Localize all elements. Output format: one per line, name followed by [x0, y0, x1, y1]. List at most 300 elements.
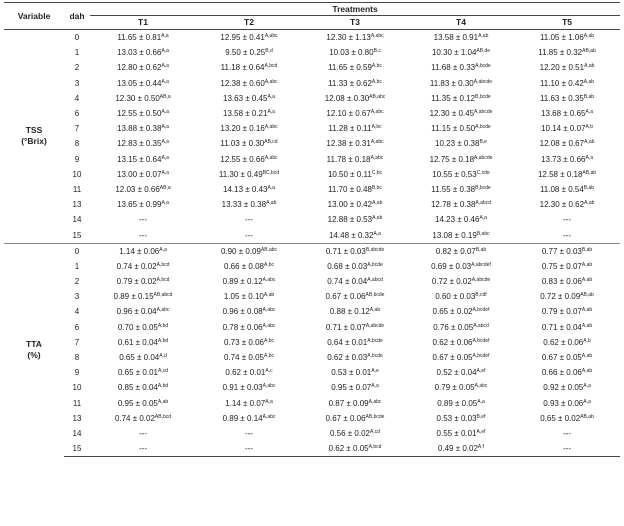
significance-letters: A,abc: [262, 307, 276, 314]
significance-letters: A,a: [373, 230, 381, 237]
mean-sd-value: 10.03 ± 0.80: [329, 48, 374, 58]
significance-letters: A,ab: [266, 200, 277, 207]
value-cell-t4: [408, 106, 514, 121]
value-cell-t2: [196, 212, 302, 227]
value-cell-t2: [196, 60, 302, 75]
mean-sd-value: 12.30 ± 0.45: [429, 109, 475, 119]
table-row: [4, 365, 620, 380]
value-cell-t1: [90, 60, 196, 75]
mean-sd-value: 0.65 ± 0.04: [119, 353, 160, 363]
significance-letters: A,bcde: [367, 337, 383, 344]
significance-letters: A,a: [161, 139, 169, 146]
dah-cell: 0: [64, 243, 90, 259]
mean-sd-value: 0.82 ± 0.07: [435, 246, 476, 256]
value-cell-t5: [514, 45, 620, 60]
significance-letters: A,a: [161, 109, 169, 116]
mean-sd-value: 13.15 ± 0.64: [117, 154, 162, 164]
dah-cell: 0: [64, 30, 90, 46]
table-row: [4, 212, 620, 227]
mean-sd-value: 0.75 ± 0.07: [541, 261, 582, 271]
significance-letters: A,a: [585, 154, 593, 161]
mean-sd-value: 0.71 ± 0.07: [325, 322, 366, 332]
value-cell-t1: [90, 106, 196, 121]
mean-sd-value: 0.67 ± 0.06: [325, 292, 366, 302]
mean-sd-value: 0.96 ± 0.04: [116, 307, 157, 317]
value-cell-t2: [196, 182, 302, 197]
value-cell-t5: [514, 167, 620, 182]
significance-letters: A,ab: [581, 368, 593, 375]
value-cell-t1: [90, 304, 196, 319]
value-cell-t2: [196, 274, 302, 289]
value-cell-t4: [408, 212, 514, 227]
mean-sd-value: 0.73 ± 0.06: [224, 337, 264, 347]
value-cell-t3: [302, 212, 408, 227]
value-cell-t3: [302, 227, 408, 243]
value-cell-t3: [302, 289, 408, 304]
significance-letters: A,abc: [262, 322, 276, 329]
significance-letters: A,abc: [370, 33, 384, 40]
mean-sd-value: 0.96 ± 0.08: [222, 307, 263, 317]
value-cell-t3: [302, 91, 408, 106]
value-cell-t3: [302, 106, 408, 121]
value-cell-t5: [514, 289, 620, 304]
value-cell-t1: [90, 182, 196, 197]
value-cell-t2: [196, 227, 302, 243]
table-row: [4, 380, 620, 395]
mean-sd-value: 0.72 ± 0.09: [540, 292, 581, 302]
value-cell-t1: [90, 350, 196, 365]
mean-sd-value: 13.20 ± 0.16: [220, 124, 265, 134]
mean-sd-value: 10.55 ± 0.53: [432, 169, 477, 179]
significance-letters: A,abcd: [367, 277, 383, 284]
mean-sd-value: 0.66 ± 0.08: [224, 261, 264, 271]
significance-letters: A,bc: [371, 78, 382, 85]
significance-letters: A,a: [479, 215, 487, 222]
mean-sd-value: 0.61 ± 0.04: [117, 337, 158, 347]
mean-sd-value: 12.58 ± 0.18: [537, 169, 583, 179]
value-cell-t3: [302, 365, 408, 380]
mean-sd-value: 0.90 ± 0.09: [220, 246, 261, 256]
value-cell-t1: [90, 121, 196, 136]
significance-letters: A,ef: [476, 368, 486, 375]
value-cell-t4: [408, 30, 514, 46]
significance-letters: A,b: [583, 337, 591, 344]
mean-sd-value: 0.87 ± 0.09: [328, 398, 369, 408]
value-cell-t2: [196, 304, 302, 319]
value-cell-t3: [302, 274, 408, 289]
table-row: [4, 167, 620, 182]
mean-sd-value: 0.62 ± 0.06: [432, 337, 473, 347]
value-cell-t3: [302, 167, 408, 182]
dah-cell: 9: [74, 154, 80, 164]
table-row: [4, 106, 620, 121]
table-row: [4, 289, 620, 304]
value-cell-t4: [408, 45, 514, 60]
significance-letters: A,abcde: [365, 322, 385, 329]
mean-sd-value: 12.30 ± 0.50: [115, 93, 160, 103]
value-cell-t4: [408, 441, 514, 457]
significance-letters: A,a: [161, 33, 169, 40]
value-cell-t4: [408, 152, 514, 167]
value-cell-t1: [90, 30, 196, 46]
mean-sd-value: 12.38 ± 0.31: [326, 139, 371, 149]
significance-letters: A,ab: [263, 292, 275, 299]
value-cell-t2: [196, 30, 302, 46]
mean-sd-value: 11.10 ± 0.42: [539, 78, 584, 88]
mean-sd-value: 14.23 ± 0.46: [435, 215, 480, 225]
mean-sd-value: 13.65 ± 0.99: [117, 200, 162, 210]
significance-letters: A,a: [585, 109, 593, 116]
dah-cell: 10: [72, 169, 82, 179]
mean-sd-value: ---: [245, 215, 253, 225]
dah-cell: 7: [74, 124, 80, 134]
dah-cell: 6: [74, 109, 80, 119]
value-cell-t5: [514, 136, 620, 151]
value-cell-t5: [514, 259, 620, 274]
mean-sd-value: 0.74 ± 0.04: [327, 277, 368, 287]
value-cell-t4: [408, 274, 514, 289]
mean-sd-value: 0.79 ± 0.07: [541, 307, 582, 317]
mean-sd-value: 11.65 ± 0.81: [117, 33, 162, 43]
value-cell-t2: [196, 106, 302, 121]
mean-sd-value: ---: [563, 230, 572, 240]
significance-letters: A,a: [477, 398, 485, 405]
value-cell-t2: [196, 121, 302, 136]
variable-unit: (°Brix): [21, 136, 47, 147]
dah-cell: 14: [72, 215, 82, 225]
value-cell-t5: [514, 426, 620, 441]
value-cell-t1: [90, 197, 196, 212]
value-cell-t5: [514, 152, 620, 167]
mean-sd-value: ---: [139, 215, 147, 225]
dah-cell: 3: [74, 292, 80, 302]
value-cell-t2: [196, 197, 302, 212]
table-row: [4, 441, 620, 457]
value-cell-t1: [90, 212, 196, 227]
table-row: [4, 227, 620, 243]
mean-sd-value: 0.89 ± 0.15: [113, 292, 154, 302]
value-cell-t5: [514, 60, 620, 75]
dah-cell: 4: [74, 93, 80, 103]
mean-sd-value: 0.49 ± 0.02: [437, 444, 478, 454]
table-row: [4, 320, 620, 335]
significance-letters: A,ab: [583, 33, 595, 40]
significance-letters: A,abcd: [475, 200, 491, 207]
mean-sd-value: 0.77 ± 0.03: [541, 246, 582, 256]
mean-sd-value: 13.63 ± 0.45: [223, 93, 268, 103]
significance-letters: A,abc: [368, 398, 382, 405]
mean-sd-value: 11.78 ± 0.18: [326, 154, 371, 164]
variable-name: TSS: [25, 125, 43, 136]
mean-sd-value: 0.66 ± 0.06: [541, 368, 582, 378]
column-header-t4: T4: [408, 16, 514, 30]
column-header-dah: dah: [64, 3, 90, 30]
value-cell-t2: [196, 396, 302, 411]
value-cell-t2: [196, 243, 302, 259]
significance-letters: A,bcd: [156, 261, 170, 268]
table-row: [4, 426, 620, 441]
dah-cell: 15: [72, 230, 82, 240]
value-cell-t4: [408, 320, 514, 335]
value-cell-t3: [302, 45, 408, 60]
mean-sd-value: 12.38 ± 0.60: [220, 78, 265, 88]
mean-sd-value: 0.62 ± 0.03: [327, 353, 368, 363]
dah-cell: 2: [74, 277, 80, 287]
significance-letters: A,ab: [581, 353, 593, 360]
value-cell-t5: [514, 76, 620, 91]
column-header-t2: T2: [196, 16, 302, 30]
mean-sd-value: 11.70 ± 0.48: [328, 184, 372, 194]
mean-sd-value: ---: [245, 230, 253, 240]
value-cell-t3: [302, 60, 408, 75]
significance-letters: A,ab: [581, 261, 593, 268]
value-cell-t4: [408, 259, 514, 274]
table-row: [4, 304, 620, 319]
value-cell-t5: [514, 365, 620, 380]
significance-letters: A,abc: [370, 109, 384, 116]
value-cell-t1: [90, 441, 196, 457]
value-cell-t3: [302, 182, 408, 197]
mean-sd-value: 13.33 ± 0.38: [221, 200, 267, 210]
value-cell-t3: [302, 396, 408, 411]
significance-letters: A,ab: [584, 63, 595, 70]
mean-sd-value: 0.78 ± 0.06: [222, 322, 263, 332]
mean-sd-value: 11.63 ± 0.35: [539, 93, 584, 103]
value-cell-t3: [302, 320, 408, 335]
mean-sd-value: 0.62 ± 0.01: [225, 368, 266, 378]
value-cell-t1: [90, 152, 196, 167]
mean-sd-value: 11.65 ± 0.59: [328, 63, 372, 73]
value-cell-t4: [408, 350, 514, 365]
mean-sd-value: 1.05 ± 0.10: [223, 292, 264, 302]
dah-cell: 1: [74, 261, 80, 271]
mean-sd-value: ---: [245, 444, 253, 454]
value-cell-t3: [302, 76, 408, 91]
significance-letters: A,ab: [581, 322, 593, 329]
mean-sd-value: 13.88 ± 0.38: [117, 124, 162, 134]
mean-sd-value: 13.73 ± 0.66: [541, 154, 586, 164]
value-cell-t4: [408, 365, 514, 380]
table-row: [4, 197, 620, 212]
significance-letters: A,abc: [262, 413, 276, 420]
variable-unit: (%): [27, 350, 41, 361]
value-cell-t1: [90, 45, 196, 60]
column-header-t1: T1: [90, 16, 196, 30]
significance-letters: A,bd: [157, 337, 169, 344]
mean-sd-value: ---: [139, 428, 147, 438]
mean-sd-value: 0.64 ± 0.01: [327, 337, 368, 347]
significance-letters: A,ab: [369, 307, 381, 314]
significance-letters: A,e: [371, 368, 379, 375]
mean-sd-value: 0.88 ± 0.12: [329, 307, 370, 317]
mean-sd-value: 0.95 ± 0.07: [331, 383, 372, 393]
value-cell-t5: [514, 227, 620, 243]
significance-letters: A,abc: [264, 154, 278, 161]
significance-letters: A,abcdef: [471, 261, 491, 268]
value-cell-t3: [302, 259, 408, 274]
table-row: [4, 335, 620, 350]
mean-sd-value: 12.30 ± 1.13: [326, 33, 371, 43]
mean-sd-value: 0.74 ± 0.05: [224, 353, 264, 363]
significance-letters: B,ab: [583, 93, 595, 100]
mean-sd-value: 0.76 ± 0.05: [433, 322, 474, 332]
significance-letters: AB,abc: [369, 93, 386, 100]
value-cell-t2: [196, 152, 302, 167]
significance-letters: A,bcd: [264, 63, 278, 70]
mean-sd-value: 11.35 ± 0.12: [431, 93, 476, 103]
table-body: [4, 30, 620, 457]
mean-sd-value: ---: [139, 444, 147, 454]
mean-sd-value: 0.62 ± 0.05: [328, 444, 369, 454]
value-cell-t5: [514, 441, 620, 457]
table-row: [4, 136, 620, 151]
significance-letters: A,abc: [264, 78, 278, 85]
significance-letters: A,a: [583, 398, 591, 405]
significance-letters: A,a: [161, 48, 169, 55]
significance-letters: A,d: [159, 353, 167, 360]
significance-letters: A,bcd: [156, 277, 170, 284]
significance-letters: A,bc: [371, 124, 382, 131]
value-cell-t1: [90, 289, 196, 304]
value-cell-t4: [408, 304, 514, 319]
mean-sd-value: 12.83 ± 0.35: [117, 139, 162, 149]
mean-sd-value: 11.30 ± 0.49: [218, 169, 263, 179]
mean-sd-value: 0.85 ± 0.04: [117, 383, 158, 393]
dah-cell: 3: [74, 78, 80, 88]
value-cell-t2: [196, 350, 302, 365]
table-header: [4, 3, 620, 30]
value-cell-t5: [514, 106, 620, 121]
significance-letters: A,bcd: [368, 444, 382, 451]
significance-letters: A,a: [265, 398, 273, 405]
significance-letters: A,abcde: [474, 154, 493, 161]
table-row: [4, 411, 620, 426]
mean-sd-value: 0.74 ± 0.02: [116, 261, 157, 271]
significance-letters: A,a: [161, 154, 169, 161]
significance-letters: B,c: [373, 48, 381, 55]
significance-letters: AB,a: [159, 93, 171, 100]
table-row: [4, 152, 620, 167]
mean-sd-value: 11.28 ± 0.11: [328, 124, 372, 134]
significance-letters: A,bd: [157, 322, 169, 329]
mean-sd-value: 0.69 ± 0.03: [431, 261, 472, 271]
significance-letters: B,d: [265, 48, 273, 55]
significance-letters: B,abcde: [365, 246, 385, 253]
value-cell-t1: [90, 167, 196, 182]
value-cell-t3: [302, 380, 408, 395]
mean-sd-value: 12.88 ± 0.53: [327, 215, 373, 225]
mean-sd-value: 0.68 ± 0.03: [327, 261, 368, 271]
mean-sd-value: 11.85 ± 0.32: [538, 48, 583, 58]
value-cell-t2: [196, 259, 302, 274]
column-header-variable: Variable: [4, 3, 64, 30]
table-row: [4, 396, 620, 411]
mean-sd-value: 0.52 ± 0.04: [436, 368, 477, 378]
significance-letters: A,abcde: [474, 109, 493, 116]
significance-letters: A,a: [267, 93, 275, 100]
mean-sd-value: 0.65 ± 0.02: [432, 307, 473, 317]
value-cell-t2: [196, 136, 302, 151]
value-cell-t1: [90, 76, 196, 91]
mean-sd-value: 0.89 ± 0.14: [222, 413, 263, 423]
mean-sd-value: 0.65 ± 0.02: [540, 413, 581, 423]
value-cell-t1: [90, 274, 196, 289]
significance-letters: A,ab: [372, 200, 383, 207]
significance-letters: A,abc: [370, 139, 384, 146]
dah-cell: 2: [74, 63, 80, 73]
significance-letters: A,bcde: [475, 63, 491, 70]
mean-sd-value: 11.03 ± 0.30: [220, 139, 265, 149]
dah-cell: 6: [74, 322, 80, 332]
mean-sd-value: 0.72 ± 0.02: [431, 277, 472, 287]
significance-letters: A,bcdef: [472, 353, 490, 360]
significance-letters: B,bcde: [475, 93, 491, 100]
mean-sd-value: 12.75 ± 0.18: [429, 154, 475, 164]
value-cell-t2: [196, 365, 302, 380]
significance-letters: B,ab: [583, 184, 595, 191]
variable-name: TTA: [26, 339, 42, 350]
value-cell-t3: [302, 335, 408, 350]
mean-sd-value: 12.08 ± 0.30: [324, 93, 370, 103]
mean-sd-value: 11.68 ± 0.33: [431, 63, 476, 73]
mean-sd-value: 0.89 ± 0.12: [222, 277, 263, 287]
significance-letters: A,abcde: [471, 277, 491, 284]
significance-letters: C,cde: [476, 169, 490, 176]
dah-cell: 15: [64, 441, 90, 457]
significance-letters: A,a: [371, 383, 379, 390]
mean-sd-value: 0.62 ± 0.06: [543, 337, 584, 347]
mean-sd-value: 0.56 ± 0.02: [330, 428, 370, 438]
table-row: [4, 274, 620, 289]
value-cell-t2: [196, 380, 302, 395]
value-cell-t2: [196, 45, 302, 60]
significance-letters: A,bc: [371, 63, 382, 70]
value-cell-t3: [302, 304, 408, 319]
mean-sd-value: 1.14 ± 0.06: [119, 246, 160, 256]
value-cell-t5: [514, 91, 620, 106]
value-cell-t5: [514, 274, 620, 289]
dah-cell: 11: [72, 398, 82, 408]
significance-letters: B,e: [479, 139, 487, 146]
value-cell-t5: [514, 304, 620, 319]
value-cell-t3: [302, 121, 408, 136]
value-cell-t5: [514, 182, 620, 197]
dah-cell: 14: [72, 428, 82, 438]
significance-letters: A,a: [159, 246, 167, 253]
significance-letters: A,ab: [581, 277, 593, 284]
mean-sd-value: 10.30 ± 1.04: [431, 48, 477, 58]
significance-letters: B,bc: [371, 184, 382, 191]
column-header-t3: T3: [302, 16, 408, 30]
significance-letters: A,a: [583, 383, 591, 390]
significance-letters: A,ab: [583, 78, 595, 85]
value-cell-t3: [302, 30, 408, 46]
value-cell-t5: [514, 121, 620, 136]
mean-sd-value: 11.55 ± 0.38: [431, 184, 476, 194]
significance-letters: AB,de: [476, 48, 491, 55]
value-cell-t1: [90, 259, 196, 274]
value-cell-t4: [408, 335, 514, 350]
value-cell-t5: [514, 243, 620, 259]
value-cell-t1: [90, 396, 196, 411]
mean-sd-value: 12.10 ± 0.67: [326, 109, 371, 119]
mean-sd-value: 13.00 ± 0.07: [117, 169, 162, 179]
value-cell-t1: [90, 426, 196, 441]
mean-sd-value: 0.74 ± 0.02: [114, 413, 155, 423]
dah-cell: 4: [74, 307, 80, 317]
significance-letters: A,a: [267, 184, 275, 191]
significance-letters: A,abc: [264, 33, 278, 40]
